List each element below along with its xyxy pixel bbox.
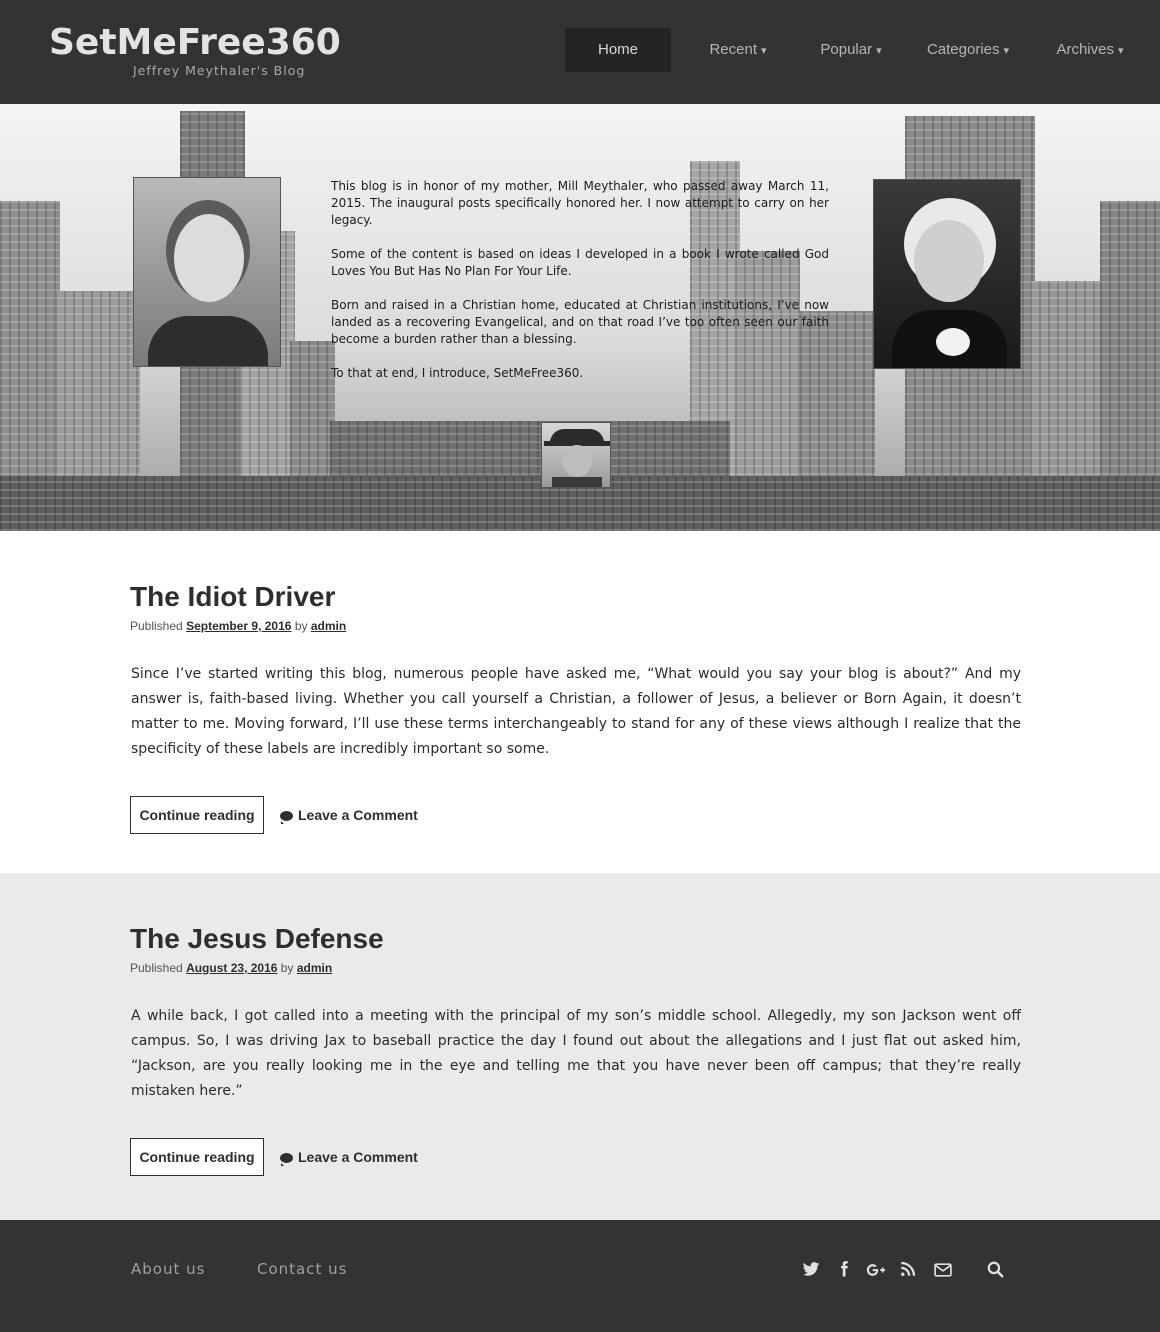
comment-icon [280,1153,293,1163]
facebook-icon[interactable] [835,1260,855,1280]
nav-item-archives[interactable] [1046,28,1134,72]
hero-paragraph: This blog is in honor of my mother, Mill Meythaler, who passed away March 11, 2015. The inaugural posts specifically honored her. I now attempt to carry on her legacy. [331,179,829,227]
chevron-down-icon: ▾ [761,45,767,57]
post-meta [130,619,346,633]
portrait-mother-older [873,179,1021,369]
leave-comment-link[interactable] [280,1138,418,1176]
hero-intro-text [331,178,829,399]
search-icon[interactable] [986,1260,1006,1280]
post-date-link[interactable]: August 23, 2016 [186,961,278,975]
portrait-mother-young [133,177,281,367]
hero-paragraph: Born and raised in a Christian home, educated at Christian institutions, I’ve now landed as a recovering Evangelical, and on that road I’ve too often seen our faith become a burden rather than a blessing. [331,298,829,346]
site-footer [0,1220,1160,1332]
chevron-down-icon: ▾ [1003,45,1010,57]
by-label: by [280,961,294,975]
published-label: Published [130,619,183,633]
rss-icon[interactable] [899,1260,919,1280]
leave-comment-link[interactable] [280,796,418,834]
site-header [0,0,1160,104]
hero-banner [0,104,1160,531]
leave-comment-label: Leave a Comment [298,807,418,823]
post-author-link[interactable]: admin [296,961,333,975]
post-excerpt: A while back, I got called into a meeting with the principal of my son’s middle school. Allegedly, my son Jackson went off campus. So, I was driving Jax to baseball practice the day I found out about the allegations and I just flat out asked him, “Jackson, are you really looking me in the eye and telling me that you have never been off campus; that they’re really mistaken here.” [131,1008,1021,1099]
nav-item-recent[interactable] [695,28,781,72]
post-excerpt: Since I’ve started writing this blog, numerous people have asked me, “What would you say your blog is about?” And my answer is, faith-based living. Whether you call yourself a Christian, a follower of Jesus, a believer or Born Again, it doesn’t matter to me. Moving forward, I’ll use these terms interchangeably to stand for any of these views although I realize that the specificity of these labels are incredibly important so some. [131,666,1021,757]
continue-reading-button[interactable]: Continue reading [130,1138,264,1176]
twitter-icon[interactable] [802,1260,822,1280]
post-date-link[interactable]: September 9, 2016 [186,619,292,633]
author-avatar [541,422,611,488]
nav-item-label: Recent [709,41,757,58]
site-title[interactable]: SetMeFree360 [49,22,341,63]
continue-reading-button[interactable]: Continue reading [130,796,264,834]
post-card [0,531,1160,873]
nav-item-home[interactable] [565,28,671,72]
nav-item-label: Home [597,41,638,58]
nav-item-categories[interactable] [915,28,1021,72]
email-icon[interactable] [933,1260,953,1280]
chevron-down-icon: ▾ [876,45,882,57]
post-author-link[interactable]: admin [310,619,347,633]
comment-icon [280,811,293,821]
hero-paragraph: Some of the content is based on ideas I developed in a book I wrote called God Loves You But Has No Plan For Your Life. [331,247,829,278]
footer-link-contact[interactable]: Contact us [257,1260,348,1278]
site-tagline: Jeffrey Meythaler's Blog [133,63,306,78]
post-card [0,873,1160,1220]
leave-comment-label: Leave a Comment [298,1149,418,1165]
by-label: by [294,619,308,633]
chevron-down-icon: ▾ [1118,45,1124,57]
post-title[interactable]: The Jesus Defense [130,923,384,954]
nav-item-label: Categories [926,41,1000,58]
nav-item-label: Popular [820,41,873,58]
google-plus-icon[interactable] [866,1260,886,1280]
post-title[interactable]: The Idiot Driver [130,581,336,612]
footer-link-about[interactable]: About us [131,1260,206,1278]
hero-paragraph: To that at end, I introduce, SetMeFree360. [331,366,584,380]
published-label: Published [130,961,183,975]
nav-item-popular[interactable] [806,28,896,72]
nav-item-label: Archives [1056,41,1114,58]
post-meta [130,961,332,975]
